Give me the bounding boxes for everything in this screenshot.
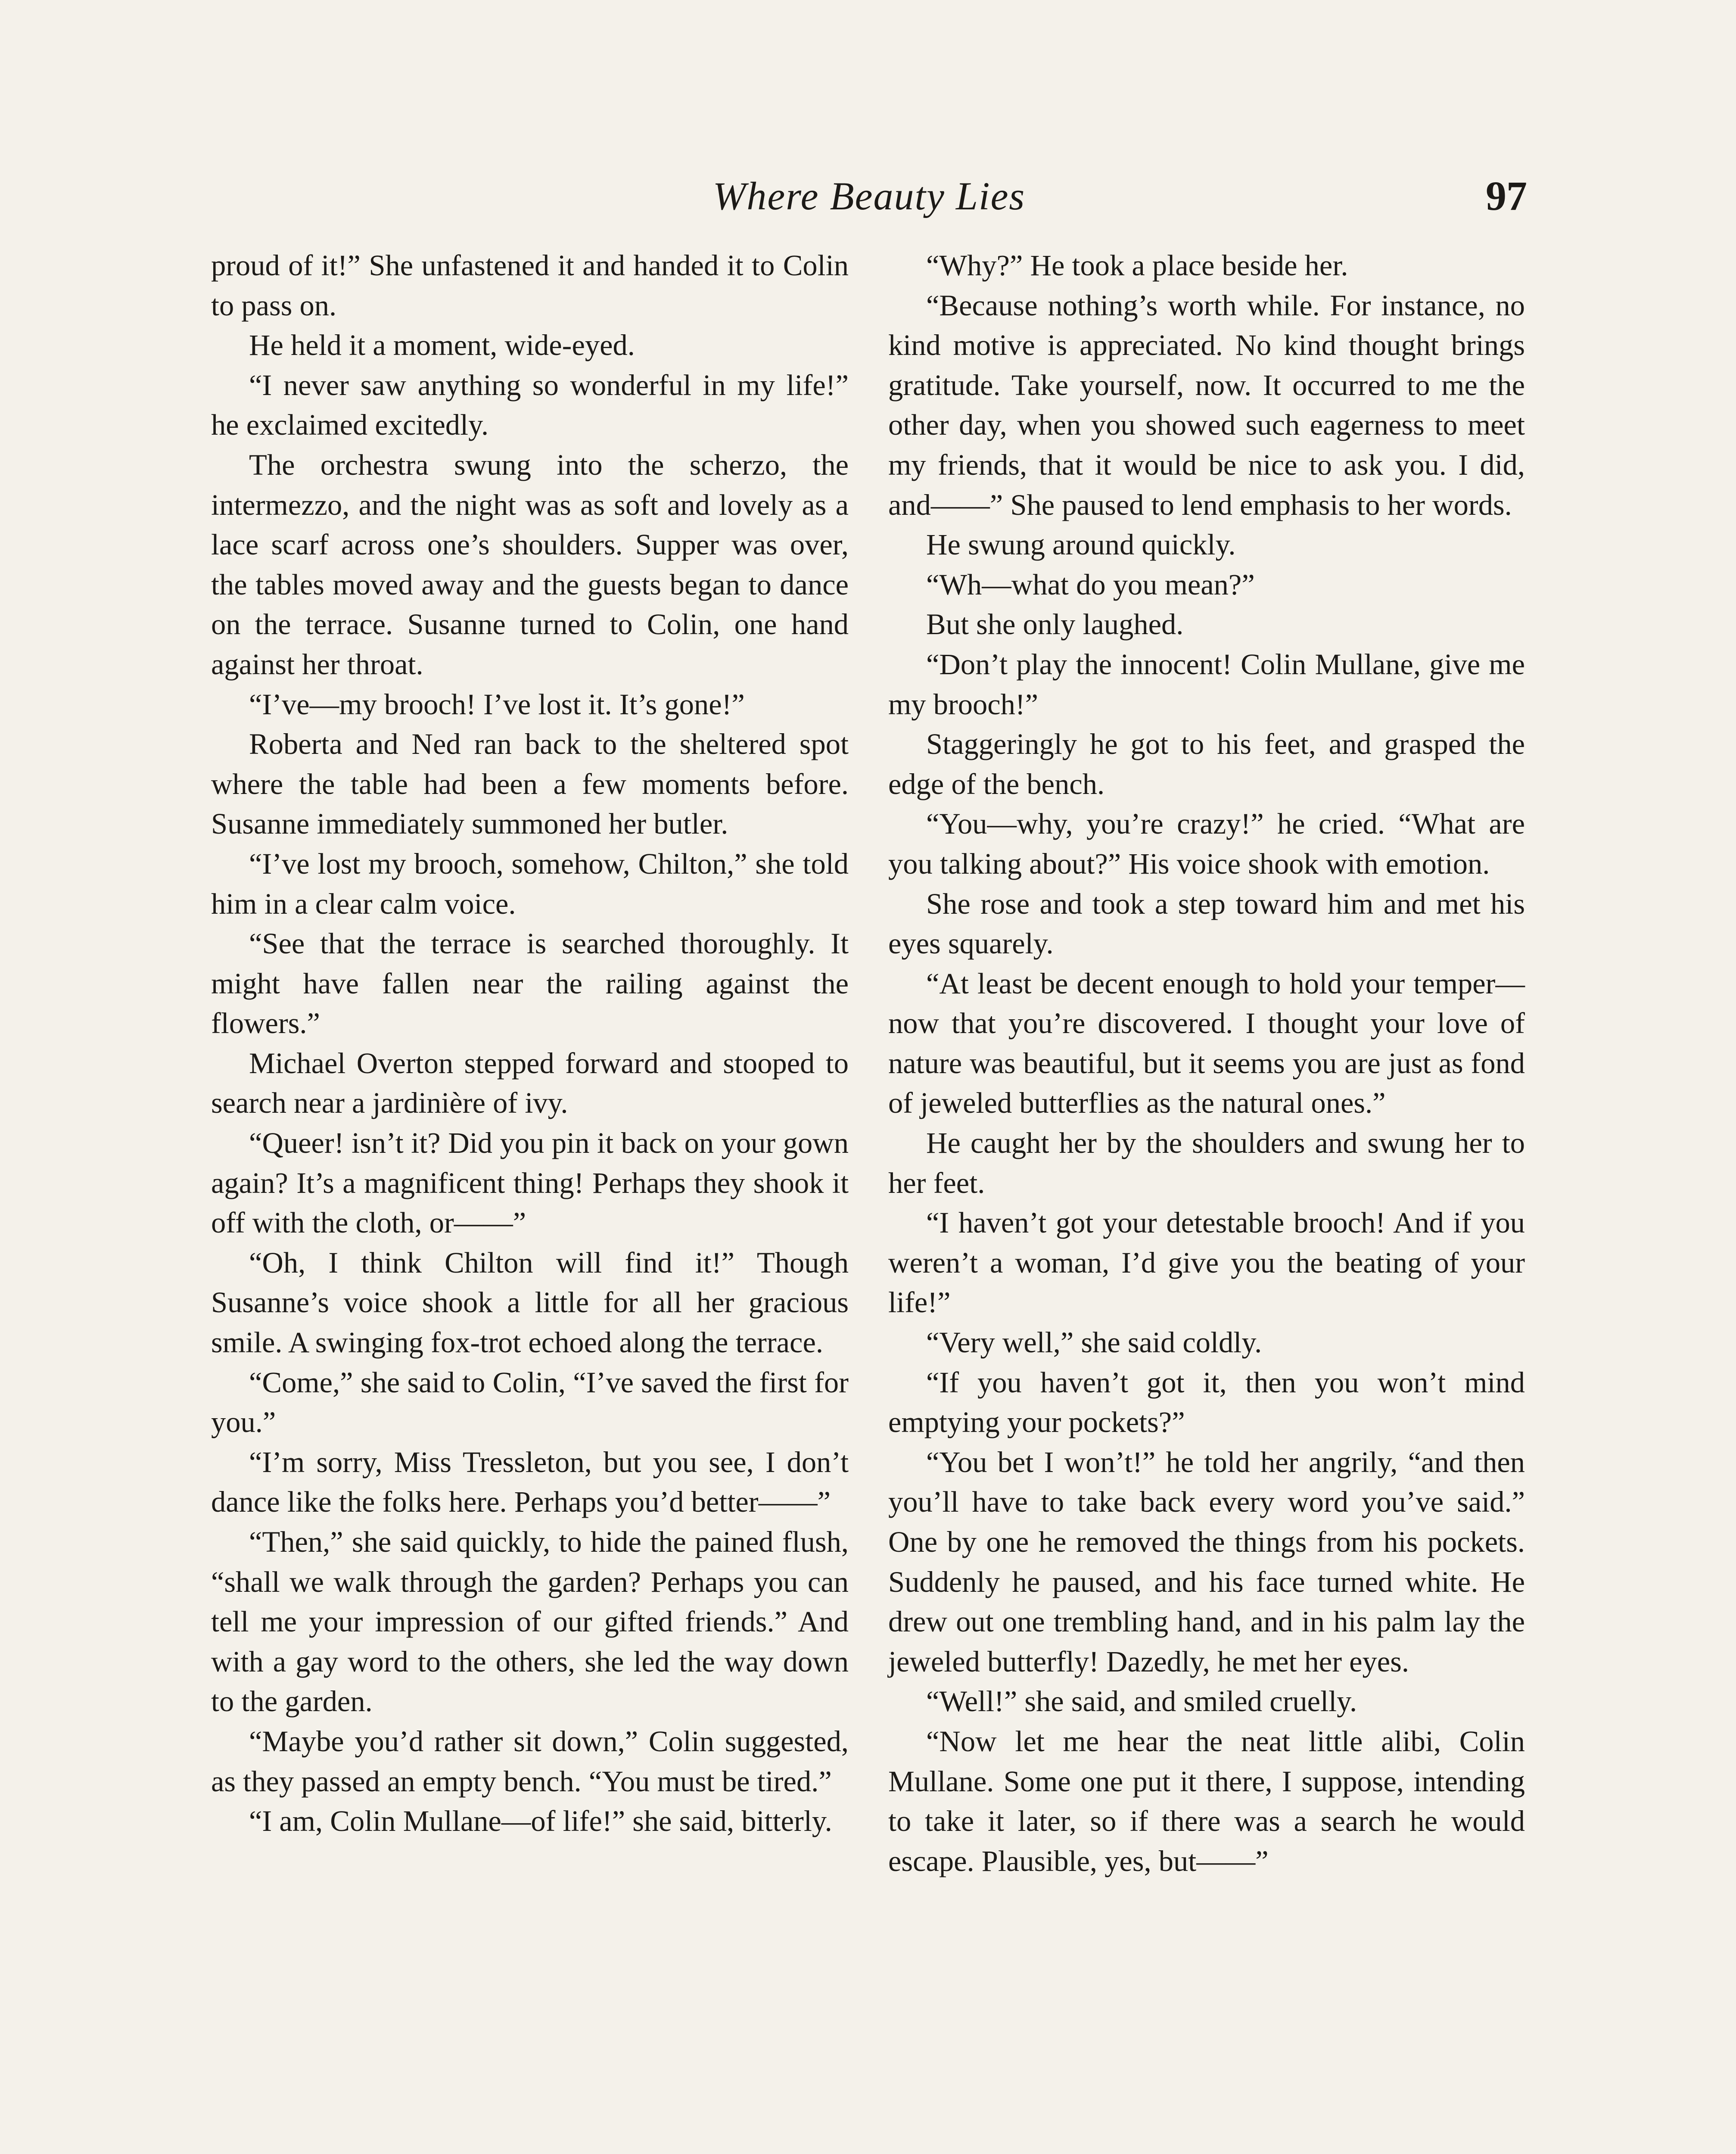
paragraph: “If you haven’t got it, then you won’t mind emptying your pockets?” — [888, 1366, 1525, 1439]
paragraph: “Very well,” she said coldly. — [926, 1326, 1262, 1359]
paragraph: She rose and took a step toward him and met his eyes squarely. — [888, 887, 1525, 960]
paragraph: “Maybe you’d rather sit down,” Colin suggested, as they passed an empty bench. “You must be tired.” — [211, 1724, 849, 1798]
page-number: 97 — [1486, 173, 1527, 219]
paragraph: “I’m sorry, Miss Tressleton, but you see, I don’t dance like the folks here. Perhaps you’d better——” — [211, 1445, 849, 1519]
page-header — [211, 170, 1527, 226]
paragraph: “You—why, you’re crazy!” he cried. “What are you talking about?” His voice shook with emotion. — [888, 807, 1525, 880]
paragraph: “I’ve—my brooch! I’ve lost it. It’s gone!” — [249, 688, 745, 721]
paragraph: “Why?” He took a place beside her. — [926, 249, 1348, 282]
paragraph: “Now let me hear the neat little alibi, Colin Mullane. Some one put it there, I suppose, intending to take it later, so if there was a search he would escape. Plausible, yes, but——” — [888, 1724, 1525, 1877]
paragraph: “I am, Colin Mullane—of life!” she said, bitterly. — [249, 1805, 832, 1838]
paragraph: Roberta and Ned ran back to the sheltered spot where the table had been a few moments before. Susanne immediately summoned her butler. — [211, 728, 849, 840]
paragraph: He held it a moment, wide-eyed. — [249, 329, 635, 362]
paragraph: The orchestra swung into the scherzo, the intermezzo, and the night was as soft and lovely as a lace scarf across one’s shoulders. Supper was over, the tables moved away and the guests began to dance on the terrace. Susanne turned to Colin, one hand against her throat. — [211, 448, 849, 681]
paragraph: But she only laughed. — [926, 608, 1184, 641]
paragraph: “I’ve lost my brooch, somehow, Chilton,” she told him in a clear calm voice. — [211, 847, 849, 920]
paragraph: He swung around quickly. — [926, 528, 1236, 561]
running-title: Where Beauty Lies — [712, 174, 1026, 218]
text-column-right — [888, 246, 1525, 1881]
paragraph: “At least be decent enough to hold your temper—now that you’re discovered. I thought your love of nature was beautiful, but it seems you are just as fond of jeweled butterflies as the natural ones.” — [888, 967, 1525, 1120]
paragraph: He caught her by the shoulders and swung her to her feet. — [888, 1127, 1525, 1199]
paragraph: “Well!” she said, and smiled cruelly. — [926, 1685, 1357, 1718]
paragraph: “See that the terrace is searched thoroughly. It might have fallen near the railing against the flowers.” — [211, 927, 849, 1040]
paragraph: “I haven’t got your detestable brooch! And if you weren’t a woman, I’d give you the beating of your life!” — [888, 1206, 1525, 1319]
paragraph: “Oh, I think Chilton will find it!” Though Susanne’s voice shook a little for all her gracious smile. A swinging fox-trot echoed along the terrace. — [211, 1246, 849, 1359]
paragraph: “Wh—what do you mean?” — [926, 568, 1255, 601]
paragraph: “Queer! isn’t it? Did you pin it back on your gown again? It’s a magnificent thing! Perhaps they shook it off with the cloth, or——” — [211, 1127, 849, 1239]
paragraph: “I never saw anything so wonderful in my life!” he exclaimed excitedly. — [211, 368, 849, 442]
paragraph: Staggeringly he got to his feet, and grasped the edge of the bench. — [888, 728, 1525, 800]
paragraph: “You bet I won’t!” he told her angrily, “and then you’ll have to take back every word you’ve said.” One by one he removed the things from his pockets. Suddenly he paused, and his face turned white. He drew out one trembling hand, and in his palm lay the jeweled butterfly! Dazedly, he met her eyes. — [888, 1445, 1525, 1678]
paragraph: “Come,” she said to Colin, “I’ve saved the first for you.” — [211, 1366, 849, 1439]
paragraph: Michael Overton stepped forward and stooped to search near a jardinière of ivy. — [211, 1046, 849, 1120]
text-column-left — [211, 246, 849, 1841]
paragraph: “Then,” she said quickly, to hide the pained flush, “shall we walk through the garden? Perhaps you can tell me your impression of our gifted friends.” And with a gay word to the others, she led the way down to the garden. — [211, 1525, 849, 1718]
paragraph: proud of it!” She unfastened it and handed it to Colin to pass on. — [211, 249, 849, 322]
paragraph: “Don’t play the innocent! Colin Mullane, give me my brooch!” — [888, 647, 1525, 721]
paragraph: “Because nothing’s worth while. For instance, no kind motive is appreciated. No kind thought brings gratitude. Take yourself, now. It occurred to me the other day, when you showed such eagerness to meet my friends, that it would be nice to ask you. I did, and——” She paused to lend emphasis to her words. — [888, 289, 1525, 521]
